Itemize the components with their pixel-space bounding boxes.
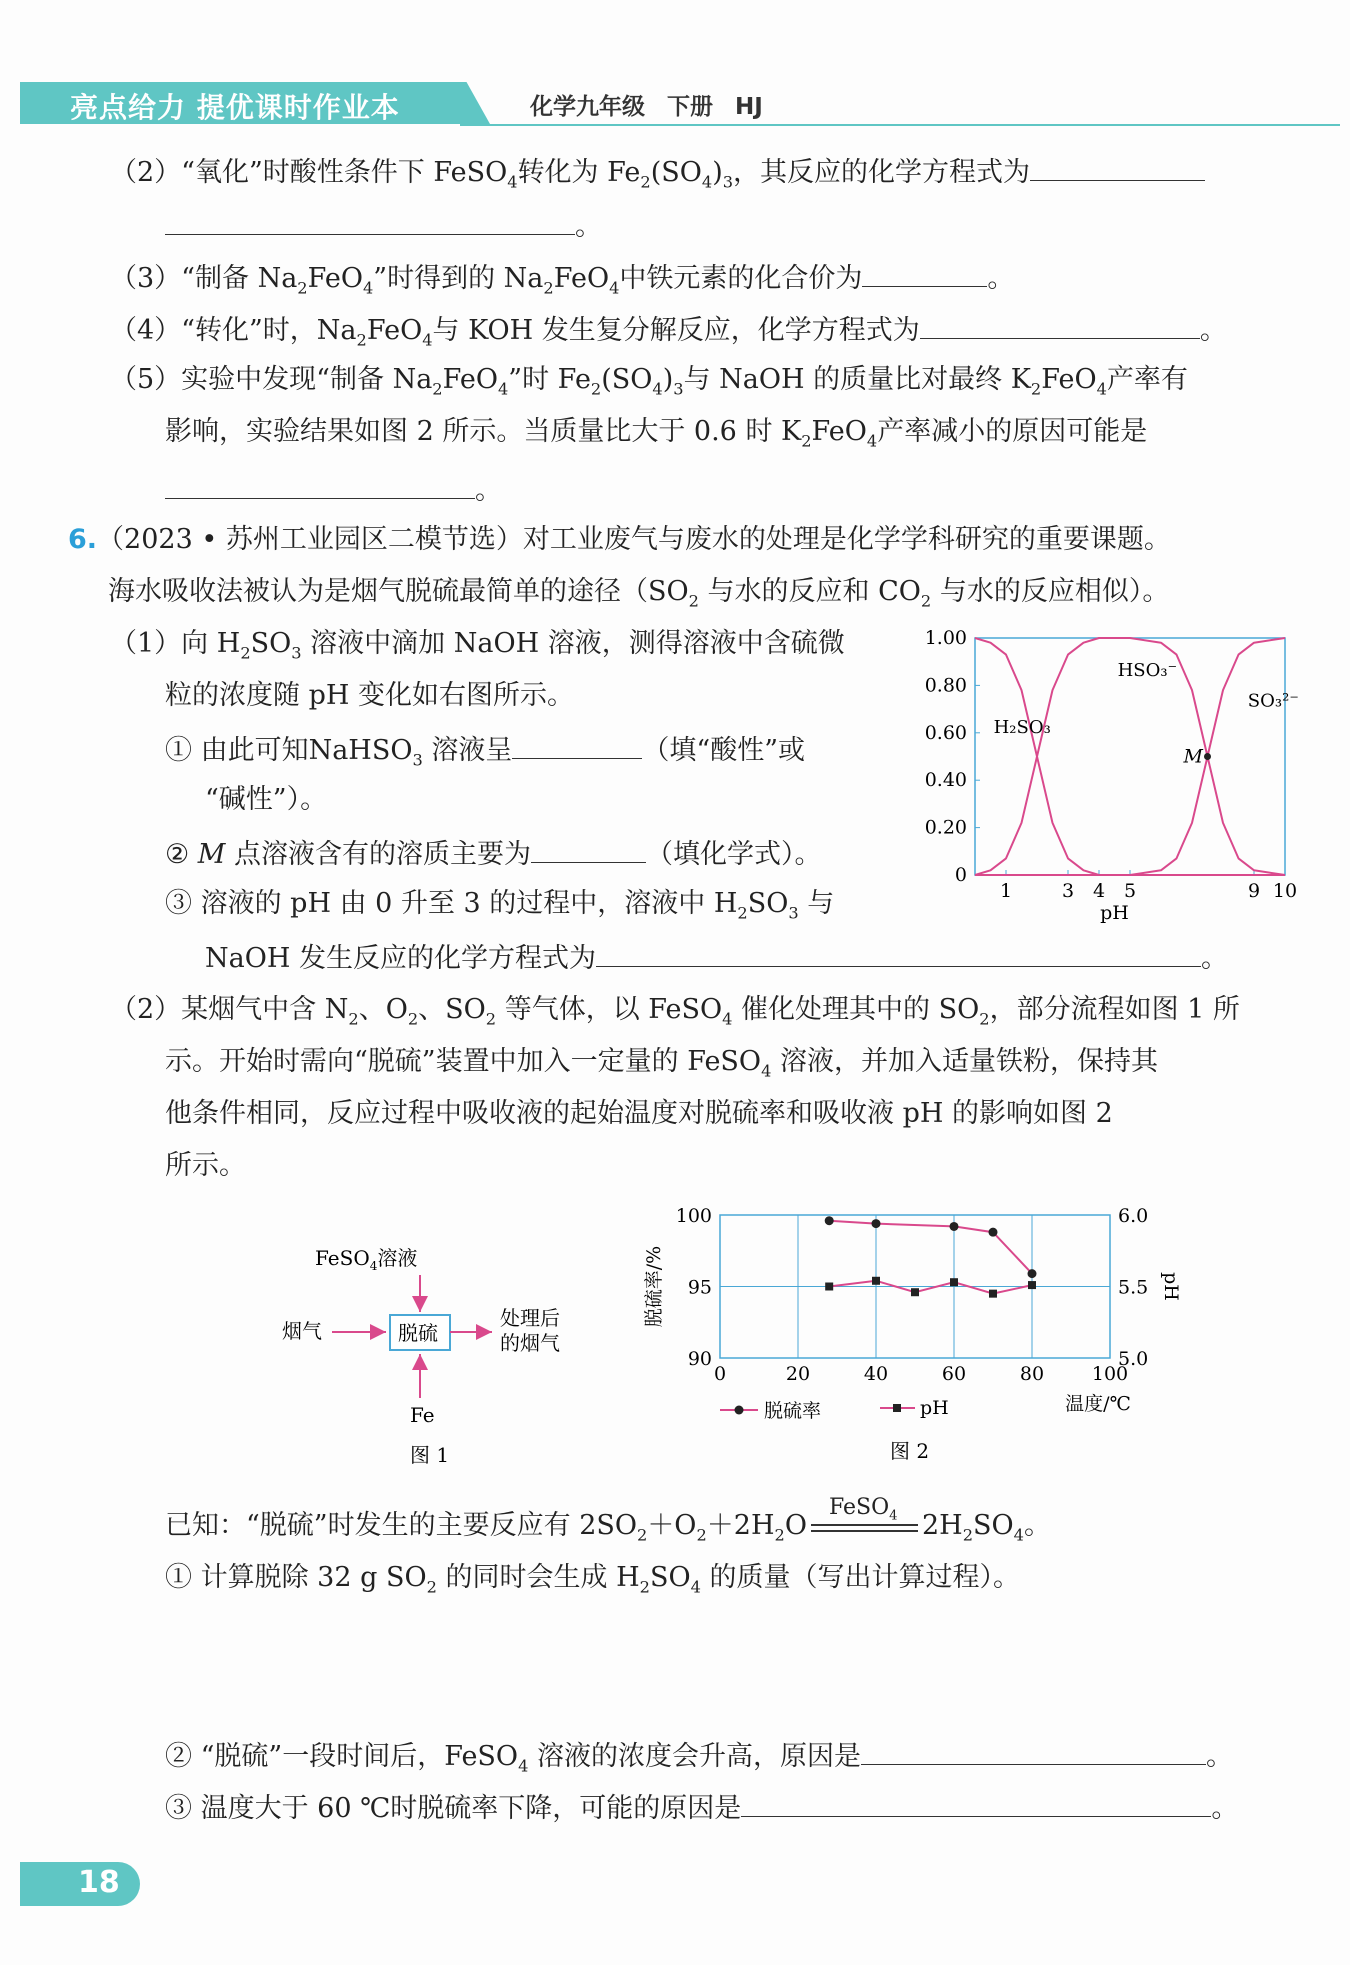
q6-part2-sub3: ③ 温度大于 60 ℃时脱硫率下降，可能的原因是 。 [165, 1788, 1238, 1827]
chart2-y2-tick-label: 6.0 [1118, 1205, 1149, 1227]
chart1-series-label: H₂SO₃ [993, 716, 1051, 738]
chart1-x-tick-label: 3 [1061, 880, 1075, 902]
catalyst-label: FeSO$_4$ [828, 1494, 898, 1523]
fig1-caption: 图 1 [410, 1443, 450, 1467]
chart2-point-rate [989, 1228, 998, 1237]
q6-part1-sub1-line2: “碱性”）。 [205, 784, 328, 815]
answer-blank[interactable] [741, 1788, 1211, 1817]
answer-blank[interactable] [1030, 152, 1205, 181]
answer-blank[interactable] [165, 470, 475, 499]
temperature-chart [640, 1195, 1200, 1475]
q6-part2-line2: 示。开始时需向“脱硫”装置中加入一定量的 FeSO$_4$ 溶液，并加入适量铁粉，保持其 [165, 1046, 1158, 1081]
q5-part5-line2: 影响，实验结果如图 2 所示。当质量比大于 0.6 时 $K_2FeO_4$产率减小的原因可能是 [165, 416, 1148, 451]
answer-blank[interactable] [512, 730, 642, 759]
chart2-y-tick-label: 90 [687, 1348, 712, 1370]
chart2-point-ph [989, 1290, 997, 1298]
chart2-plot [643, 1205, 1182, 1463]
chart2-x-tick-label: 20 [785, 1363, 811, 1385]
header-rule [460, 124, 1340, 126]
book-subtitle: 化学九年级 下册 HJ [530, 94, 763, 120]
chart2-legend-marker-rate [735, 1406, 744, 1415]
chart2-x-tick-label: 80 [1019, 1363, 1045, 1385]
chart2-y2-axis-label: pH [1160, 1272, 1182, 1301]
q5-part4: （4）“转化”时，$Na_2FeO_4$与 KOH 发生复分解反应，化学方程式为 。 [110, 310, 1227, 358]
page-number: 18 [78, 1865, 120, 1900]
fig1-out-label1: 处理后 [500, 1306, 560, 1330]
answer-blank[interactable] [862, 258, 987, 287]
chart1-y-tick-label: 0.80 [924, 674, 967, 697]
ph-concentration-chart [910, 620, 1310, 930]
q6-part1-sub3-line2: NaOH 发生反应的化学方程式为 。 [205, 938, 1228, 977]
chart2-y2-tick-label: 5.5 [1118, 1276, 1149, 1299]
chart2-point-ph [911, 1288, 919, 1296]
chart2-legend-marker-ph [893, 1404, 901, 1412]
question-number: 6. [68, 524, 98, 555]
chart2-point-rate [825, 1216, 834, 1225]
chart2-x-tick-label: 60 [941, 1363, 967, 1385]
answer-blank[interactable] [596, 938, 1201, 967]
chart2-y-tick-label: 100 [675, 1205, 712, 1227]
chart2-point-ph [825, 1283, 833, 1291]
answer-blank[interactable] [861, 1736, 1206, 1765]
fig1-feso4-label: FeSO$_4$溶液 [315, 1246, 418, 1273]
q6-part1-sub1: ① 由此可知NaHSO$_3$ 溶液呈 （填“酸性”或 [165, 730, 805, 778]
q6-part1-line1: （1）向 $H_2SO_3$ 溶液中滴加 NaOH 溶液，测得溶液中含硫微 [110, 628, 845, 663]
q6-part1-sub2: ② M 点溶液含有的溶质主要为 （填化学式）。 [165, 834, 822, 873]
chart2-point-rate [950, 1222, 959, 1231]
chart1-point-label: M [1183, 745, 1203, 768]
calculation-area[interactable] [165, 1610, 1295, 1730]
q5-part5-line3: 。 [165, 470, 502, 509]
q6-part2-sub2: ② “脱硫”一段时间后，FeSO$_4$ 溶液的浓度会升高，原因是 。 [165, 1736, 1233, 1784]
chart1-x-tick-label: 4 [1092, 880, 1106, 902]
fig1-out-label2: 的烟气 [500, 1331, 560, 1355]
chart2-legend-label-rate: 脱硫率 [764, 1400, 822, 1422]
chart2-point-rate [1028, 1269, 1037, 1278]
answer-blank[interactable] [165, 206, 575, 235]
chart1-x-axis-label: pH [1100, 902, 1129, 924]
q6-part2-sub1: ① 计算脱除 32 g $SO_2$ 的同时会生成 $H_2SO_4$ 的质量（写出计算过程）。 [165, 1562, 1020, 1597]
chart2-series-line [829, 1221, 1032, 1274]
chart1-x-tick-label: 9 [1247, 880, 1261, 902]
chart2-x-tick-label: 0 [713, 1363, 727, 1385]
chart1-y-tick-label: 0.40 [924, 769, 967, 792]
chart2-series-line [829, 1281, 1032, 1294]
q6-part2-line3: 他条件相同，反应过程中吸收液的起始温度对脱硫率和吸收液 pH 的影响如图 2 [165, 1098, 1113, 1129]
page-number-tab [20, 1862, 140, 1906]
chart2-x-axis-label: 温度/℃ [1065, 1393, 1131, 1415]
chart2-x-tick-label: 40 [863, 1363, 889, 1385]
q6-part2-line4: 所示。 [165, 1150, 246, 1181]
chart1-y-tick-label: 0.20 [924, 816, 967, 839]
chart1-point-m [1204, 753, 1211, 760]
q5-part2-line1: （2）“氧化”时酸性条件下 FeSO$_4$转化为 $Fe_2(SO_4)_3$，其反应的化学方程式为 [110, 152, 1205, 200]
q5-part5-line1: （5）实验中发现“制备 $Na_2FeO_4$”时 $Fe_2(SO_4)_3$与 NaOH 的质量比对最终 $K_2FeO_4$产率有 [110, 364, 1188, 399]
answer-blank[interactable] [531, 834, 646, 863]
q5-part3: （3）“制备 $Na_2FeO_4$”时得到的 $Na_2FeO_4$中铁元素的化合价为 。 [110, 258, 1014, 306]
known-reaction: 已知：“脱硫”时发生的主要反应有 $2SO_2+O_2+2H_2O$ FeSO$_4$ $2H_2SO_4$。 [165, 1508, 1051, 1553]
fig1-fe-label: Fe [410, 1403, 435, 1427]
chart1-y-tick-label: 0 [954, 864, 967, 886]
q5-part2-line2: 。 [165, 206, 602, 245]
chart1-y-tick-label: 1.00 [924, 627, 967, 649]
q6-part1-line2: 粒的浓度随 pH 变化如右图所示。 [165, 680, 574, 711]
q6-part1-sub3: ③ 溶液的 pH 由 0 升至 3 的过程中，溶液中 $H_2SO_3$ 与 [165, 888, 835, 923]
chart2-y-tick-label: 95 [687, 1276, 712, 1299]
page-header [20, 80, 1320, 130]
chart2-legend-label-ph: pH [920, 1397, 949, 1419]
q6-line1: 6.（2023 • 苏州工业园区二模节选）对工业废气与废水的处理是化学学科研究的重要课题。 [68, 524, 1171, 555]
chart1-plot [925, 627, 1299, 924]
fig1-flue-gas-label: 烟气 [282, 1319, 322, 1343]
chart1-series-label: HSO₃⁻ [1117, 659, 1178, 681]
chart1-x-tick-label: 1 [999, 880, 1013, 902]
chart1-y-tick-label: 0.60 [924, 721, 967, 744]
chart2-x-tick-label: 100 [1091, 1363, 1129, 1385]
chart2-caption: 图 2 [890, 1439, 930, 1463]
chart2-y2-tick-label: 5.0 [1118, 1348, 1149, 1370]
reaction-arrow [807, 1494, 922, 1542]
chart2-point-ph [872, 1277, 880, 1285]
chart1-x-tick-label: 10 [1272, 880, 1298, 902]
chart2-point-rate [872, 1219, 881, 1228]
answer-blank[interactable] [920, 310, 1200, 339]
chart2-y-axis-label: 脱硫率/% [643, 1245, 665, 1328]
chart2-point-ph [1028, 1281, 1036, 1289]
fig1-box-label: 脱硫 [398, 1321, 438, 1345]
chart2-point-ph [950, 1278, 958, 1286]
chart1-x-tick-label: 5 [1123, 880, 1137, 902]
figure1-flow [270, 1240, 600, 1470]
q6-line2: 海水吸收法被认为是烟气脱硫最简单的途径（$SO_2$ 与水的反应和 $CO_2$ 与水的反应相似）。 [108, 576, 1170, 611]
q6-part2-line1: （2）某烟气中含 $N_2$、$O_2$、$SO_2$ 等气体，以 FeSO$_4$ 催化处理其中的 $SO_2$，部分流程如图 1 所 [110, 994, 1240, 1029]
book-title: 亮点给力 提优课时作业本 [70, 91, 400, 124]
chart1-series-label: SO₃²⁻ [1247, 690, 1299, 712]
